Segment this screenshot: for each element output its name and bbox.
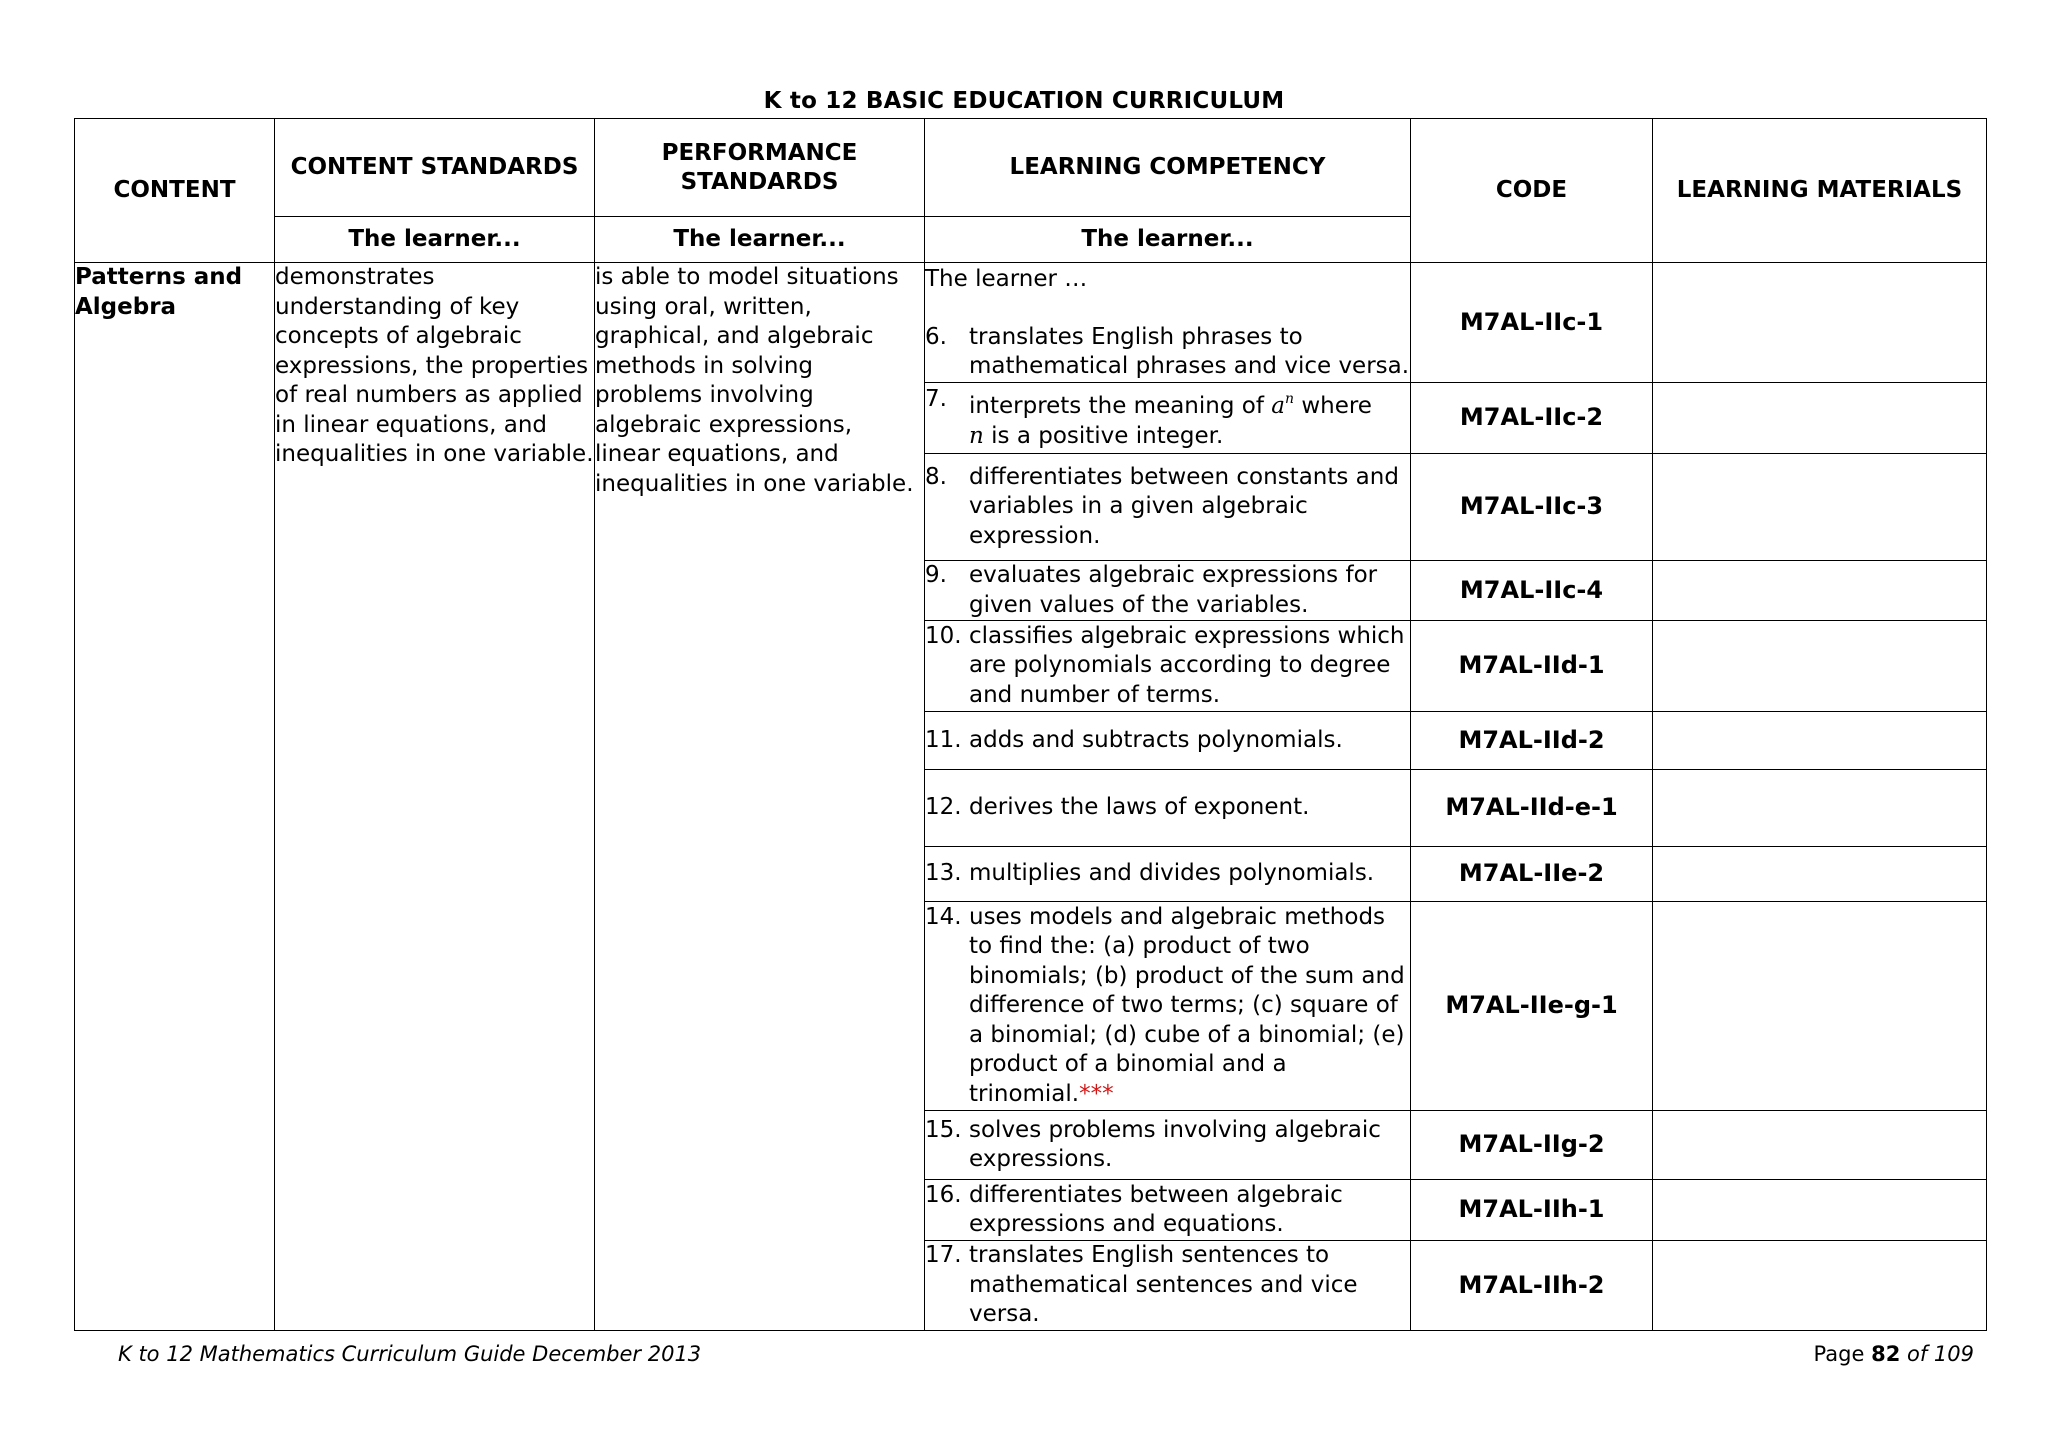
header-content: CONTENT — [75, 119, 275, 263]
competency-text: solves problems involving algebraic expressions. — [969, 1116, 1381, 1172]
competency-number: 9. — [925, 562, 947, 588]
math-expression — [1271, 393, 1294, 419]
code-cell: M7AL-IIc-1 — [1411, 263, 1653, 383]
footer-guide-title: K to 12 Mathematics Curriculum Guide December 2013 — [118, 1342, 702, 1366]
page-current: 82 — [1871, 1342, 1901, 1366]
competency-number: 10. — [925, 622, 962, 649]
competency-number: 14. — [925, 903, 962, 930]
competency-cell — [925, 383, 1411, 454]
competency-text: translates English sentences to mathematical sentences and vice versa. — [969, 1242, 1358, 1328]
page-label: Page — [1813, 1342, 1865, 1366]
competency-cell — [925, 621, 1411, 712]
math-exponent: n — [1284, 391, 1294, 407]
competency-text: multiplies and divides polynomials. — [969, 860, 1375, 887]
learning-materials-cell — [1653, 383, 1987, 454]
competency-text-part: interprets the meaning of — [969, 393, 1264, 419]
competency-number: 15. — [925, 1116, 962, 1143]
competency-cell — [925, 847, 1411, 902]
competency-text-part: is a positive integer. — [991, 422, 1224, 449]
footer-page-number — [1814, 1342, 1974, 1366]
learning-materials-cell — [1653, 1111, 1987, 1180]
asterisk-marker: *** — [1079, 1080, 1114, 1107]
learning-materials-cell — [1653, 561, 1987, 621]
header-learning-materials: LEARNING MATERIALS — [1653, 119, 1987, 263]
competency-number: 8. — [925, 463, 947, 490]
header-learning-competency: LEARNING COMPETENCY — [925, 119, 1411, 217]
code-cell: M7AL-IIe-2 — [1411, 847, 1653, 902]
competency-text-part: where — [1301, 393, 1372, 419]
competency-cell — [925, 902, 1411, 1111]
competency-intro: The learner … — [925, 266, 1088, 292]
competency-text: classifies algebraic expressions which are polynomials according to degree and number of terms. — [969, 622, 1405, 708]
header-content-standards: CONTENT STANDARDS — [275, 119, 595, 217]
table-row — [75, 263, 1987, 383]
math-base: a — [1271, 393, 1285, 419]
header-performance-standards: PERFORMANCE STANDARDS — [595, 119, 925, 217]
competency-text: differentiates between constants and variables in a given algebraic expression. — [969, 463, 1399, 549]
competency-text: differentiates between algebraic expressions and equations. — [969, 1181, 1343, 1237]
code-cell: M7AL-IId-1 — [1411, 621, 1653, 712]
competency-number: 7. — [925, 386, 947, 412]
competency-number: 13. — [925, 860, 962, 887]
competency-number: 11. — [925, 726, 962, 753]
competency-cell — [925, 263, 1411, 383]
code-cell: M7AL-IIc-4 — [1411, 561, 1653, 621]
competency-cell — [925, 1180, 1411, 1241]
content-standard-cell: demonstrates understanding of key concepts of algebraic expressions, the properties of real numbers as applied in linear equations, and inequalities in one variable. — [275, 263, 595, 1331]
competency-cell — [925, 1241, 1411, 1331]
competency-number: 17. — [925, 1242, 962, 1269]
learning-materials-cell — [1653, 454, 1987, 561]
competency-number: 16. — [925, 1181, 962, 1208]
learning-materials-cell — [1653, 1180, 1987, 1241]
competency-text: translates English phrases to mathematical phrases and vice versa. — [969, 323, 1410, 379]
competency-cell — [925, 770, 1411, 847]
code-cell: M7AL-IIh-1 — [1411, 1180, 1653, 1241]
competency-number: 6. — [925, 323, 947, 350]
competency-text-wrap — [969, 903, 1410, 1110]
subheader-content-standards: The learner... — [275, 217, 595, 263]
learning-materials-cell — [1653, 847, 1987, 902]
math-variable: n — [969, 422, 984, 449]
learning-materials-cell — [1653, 263, 1987, 383]
document-title: K to 12 BASIC EDUCATION CURRICULUM — [763, 88, 1285, 114]
learning-materials-cell — [1653, 621, 1987, 712]
code-cell: M7AL-IIc-3 — [1411, 454, 1653, 561]
performance-standard-cell: is able to model situations using oral, written, graphical, and algebraic methods in solving problems involving algebraic expressions, linear equations, and inequalities in one variable. — [595, 263, 925, 1331]
competency-text: adds and subtracts polynomials. — [969, 726, 1343, 753]
code-cell: M7AL-IId-e-1 — [1411, 770, 1653, 847]
content-cell: Patterns and Algebra — [75, 263, 275, 1331]
curriculum-table — [74, 118, 1987, 1331]
subheader-learning-competency: The learner... — [925, 217, 1411, 263]
competency-text: evaluates algebraic expressions for given values of the variables. — [969, 562, 1378, 618]
learning-materials-cell — [1653, 770, 1987, 847]
competency-text — [969, 385, 1410, 451]
code-cell: M7AL-IIg-2 — [1411, 1111, 1653, 1180]
competency-cell — [925, 454, 1411, 561]
page-total: of 109 — [1907, 1342, 1974, 1366]
code-cell: M7AL-IIh-2 — [1411, 1241, 1653, 1331]
competency-text: uses models and algebraic methods to find the: (a) product of two binomials; (b) product of the sum and difference of two terms; (c) square of a binomial; (d) cube of a binomial; (e) product of a binomial and a trinomial. — [969, 903, 1405, 1107]
code-cell: M7AL-IId-2 — [1411, 712, 1653, 770]
code-cell: M7AL-IIc-2 — [1411, 383, 1653, 454]
competency-text: derives the laws of exponent. — [969, 794, 1310, 821]
learning-materials-cell — [1653, 902, 1987, 1111]
competency-number: 12. — [925, 794, 962, 821]
code-cell: M7AL-IIe-g-1 — [1411, 902, 1653, 1111]
learning-materials-cell — [1653, 1241, 1987, 1331]
header-code: CODE — [1411, 119, 1653, 263]
subheader-performance-standards: The learner... — [595, 217, 925, 263]
competency-cell — [925, 1111, 1411, 1180]
competency-cell — [925, 561, 1411, 621]
learning-materials-cell — [1653, 712, 1987, 770]
competency-cell — [925, 712, 1411, 770]
